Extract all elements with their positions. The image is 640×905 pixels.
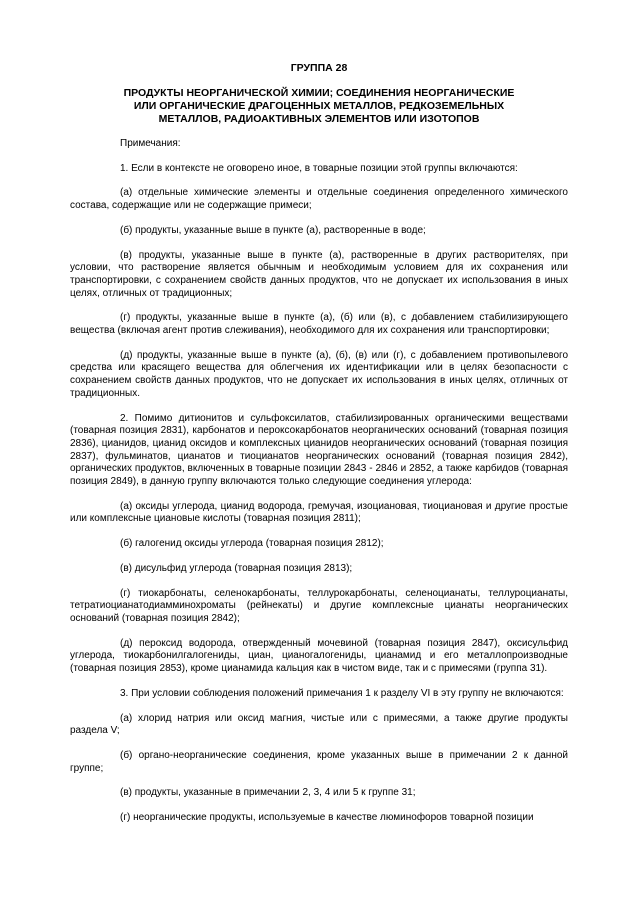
note-2-item-v: (в) дисульфид углерода (товарная позиция 2813);	[120, 562, 353, 574]
document-page	[70, 62, 568, 825]
note-3-item-g: (г) неорганические продукты, используемые в качестве люминофоров товарной позиции	[120, 812, 534, 824]
notes-heading: Примечания:	[120, 138, 181, 149]
note-1-item-a: (а) отдельные химические элементы и отдельные соединения определенного химического состава, содержащие или не содержащие примеси;	[70, 187, 568, 212]
note-3-item-b: (б) органо-неорганические соединения, кроме указанных выше в примечании 2 к данной группе;	[70, 749, 568, 774]
note-2-intro: 2. Помимо дитионитов и сульфоксилатов, стабилизированных органическими веществами (товарная позиция 2831), карбонатов и пероксокарбонатов неорганических оснований (товарная позиция 2836), цианидов, цианид оксидов и комплексных цианидов неорганических оснований (товарная позиция 2837), фульминатов, цианатов и тиоцианатов неорганических оснований (товарная позиция 2842), органических продуктов, включенных в товарные позиции 2843 - 2846 и 2852, а также карбидов (товарная позиция 2849), в данную группу включаются только следующие соединения углерода:	[70, 412, 568, 488]
note-1-item-v: (в) продукты, указанные выше в пункте (а), растворенные в других растворителях, при условии, что растворение является обычным и необходимым условием для их сохранения или транспортировки, с сохранением свойств данных продуктов, что не допускает их использования в иных целях, отличных от традиционных;	[70, 249, 568, 299]
group-title: ГРУППА 28	[290, 62, 348, 74]
note-2-item-a: (а) оксиды углерода, цианид водорода, гремучая, изоциановая, тиоциановая и другие простые или комплексные циановые кислоты (товарная позиция 2811);	[70, 500, 568, 525]
chapter-title-line: МЕТАЛЛОВ, РАДИОАКТИВНЫХ ЭЛЕМЕНТОВ ИЛИ ИЗОТОПОВ	[158, 113, 480, 125]
note-1-intro: 1. Если в контексте не оговорено иное, в товарные позиции этой группы включаются:	[120, 162, 518, 174]
note-2-item-b: (б) галогенид оксиды углерода (товарная позиция 2812);	[120, 538, 384, 550]
note-2-item-g: (г) тиокарбонаты, селенокарбонаты, теллурокарбонаты, селеноцианаты, теллуроцианаты, тетратиоцианатодиамминохроматы (рейнекаты) и другие комплексные цианаты неорганических оснований (товарная позиция 2842);	[70, 587, 568, 624]
note-3-item-a: (а) хлорид натрия или оксид магния, чистые или с примесями, а также другие продукты раздела V;	[70, 712, 568, 737]
note-1-item-b: (б) продукты, указанные выше в пункте (а), растворенные в воде;	[120, 224, 426, 236]
chapter-title	[70, 87, 568, 126]
note-1-item-d: (д) продукты, указанные выше в пункте (а), (б), (в) или (г), с добавлением противопылевого средства или красящего вещества для облегчения их идентификации или в целях безопасности с сохранением свойств данных продуктов, что не допускает их использования в иных целях, отличных от традиционных.	[70, 349, 568, 399]
note-3-intro: 3. При условии соблюдения положений примечания 1 к разделу VI в эту группу не включаются:	[120, 687, 564, 699]
note-1-item-g: (г) продукты, указанные выше в пункте (а), (б) или (в), с добавлением стабилизирующего вещества (включая агент против слеживания), необходимого для их сохранения или транспортировки;	[70, 312, 568, 337]
note-3-item-v: (в) продукты, указанные в примечании 2, 3, 4 или 5 к группе 31;	[120, 787, 416, 799]
chapter-title-line: ПРОДУКТЫ НЕОРГАНИЧЕСКОЙ ХИМИИ; СОЕДИНЕНИЯ НЕОРГАНИЧЕСКИЕ	[123, 87, 515, 99]
note-2-item-d: (д) пероксид водорода, отвержденный мочевиной (товарная позиция 2847), оксисульфид углерода, тиокарбонилгалогениды, циан, цианогалогениды, цианамид и его металлопроизводные (товарная позиция 2853), кроме цианамида кальция как в чистом виде, так и с примесями (группа 31).	[70, 637, 568, 675]
chapter-title-line: ИЛИ ОРГАНИЧЕСКИЕ ДРАГОЦЕННЫХ МЕТАЛЛОВ, РЕДКОЗЕМЕЛЬНЫХ	[133, 100, 505, 112]
